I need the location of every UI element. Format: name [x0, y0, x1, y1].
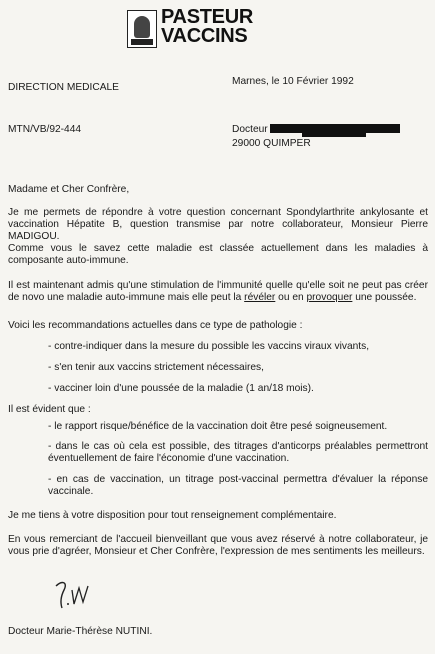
place-date: Marnes, le 10 Février 1992 [232, 76, 354, 87]
paragraph-2: Comme vous le savez cette maladie est classée actuellement dans les maladies à composante auto-immune. [8, 243, 428, 267]
pasteur-vaccins-logo [127, 6, 277, 54]
pasteur-bust-emblem-icon [127, 10, 157, 48]
paragraph-3-start: Il est maintenant admis qu'une stimulation de l'immunité quelle qu'elle soit ne peut pas créer de novo une maladie auto-immune mais elle peut la [8, 280, 428, 304]
logo-line-2: VACCINS [161, 25, 248, 47]
evidence-1: - le rapport risque/bénéfice de la vaccination doit être pesé soigneusement. [48, 421, 388, 432]
paragraph-3-end: une poussée. [355, 292, 417, 304]
recipient-city: 29000 QUIMPER [232, 138, 311, 149]
redacted-recipient-name [270, 124, 400, 133]
paragraph-7: En vous remerciant de l'accueil bienveillant que vous avez réservé à notre collaborateur, je vous prie d'agréer, Monsieur et Cher Confrère, l'expression de mes sentiments les meilleurs. [8, 534, 428, 558]
underlined-provoquer: provoquer [306, 292, 353, 304]
paragraph-4: Voici les recommandations actuelles dans ce type de pathologie : [8, 320, 303, 331]
recommendation-2: - s'en tenir aux vaccins strictement nécessaires, [48, 362, 264, 373]
reference-number: MTN/VB/92-444 [8, 124, 82, 135]
handwritten-signature [52, 578, 92, 612]
recipient-title: Docteur [232, 124, 268, 135]
recommendation-1: - contre-indiquer dans la mesure du possible les vaccins viraux vivants, [48, 341, 370, 352]
salutation: Madame et Cher Confrère, [8, 184, 130, 195]
evidence-2: - dans le cas où cela est possible, des titrages d'anticorps préalables permettront éventuellement de faire l'économie d'une vaccination. [48, 441, 428, 465]
redacted-recipient-address [302, 133, 366, 137]
logo-line-1: PASTEUR [161, 6, 253, 28]
paragraph-6: Je me tiens à votre disposition pour tout renseignement complémentaire. [8, 510, 337, 521]
underlined-reveler: révéler [244, 292, 276, 304]
department-label: DIRECTION MEDICALE [8, 82, 119, 93]
paragraph-1: Je me permets de répondre à votre question concernant Spondylarthrite ankylosante et vaccination Hépatite B, question transmise par notre collaborateur, Monsieur Pierre MADIGOU. [8, 207, 428, 243]
paragraph-3-mid: ou en [278, 292, 304, 304]
paragraph-3 [8, 280, 428, 304]
evidence-3: - en cas de vaccination, un titrage post-vaccinal permettra d'évaluer la réponse vaccinale. [48, 474, 428, 498]
recommendation-3: - vacciner loin d'une poussée de la maladie (1 an/18 mois). [48, 383, 314, 394]
paragraph-5: Il est évident que : [8, 404, 91, 415]
signatory-name: Docteur Marie-Thérèse NUTINI. [8, 626, 153, 637]
